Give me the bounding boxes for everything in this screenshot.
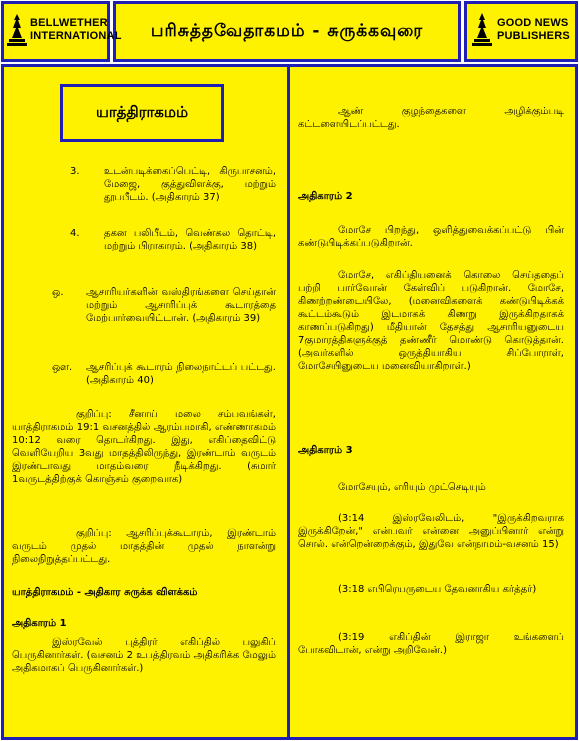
chapter-paragraph: (3:14 இஸ்ரவேலிடம், "இருக்கிறவராக இருக்கிறேன்," என்பவர் என்னை அனுப்பினார் என்று சொல். என்றென்றைக்கும், இதுவே என்நாமம்-வசனம் 15) xyxy=(298,513,564,550)
list-number: 3. xyxy=(70,166,80,177)
chapter-paragraph: மோசே பிறந்து, ஒளித்துவைக்கப்பட்டு பின் கண்டுபிடிக்கப்படுகிறான். xyxy=(298,225,564,249)
logo-line-2: PUBLISHERS xyxy=(497,30,570,42)
logo-line-1: BELLWETHER xyxy=(30,17,108,29)
chapter-paragraph: மோசேயும், எரியும் முட்செடியும் xyxy=(338,482,486,493)
chapter-paragraph: ஆண் குழந்தைகளை அழிக்கும்படி கட்டளையிடப்பட்டது. xyxy=(298,106,564,130)
chapter-paragraph: இஸ்ரவேல் புத்திரர் எகிப்தில் பலுகிப் பெருகினார்கள். (வசனம் 2 உபத்திரவம் அதிகரிக்க மேலும் அதிகமாகப் பெருகினார்கள்.) xyxy=(12,637,276,674)
logo-line-2: INTERNATIONAL xyxy=(30,30,122,42)
list-number: ஔ. xyxy=(52,362,73,373)
bellwether-logo xyxy=(6,12,122,48)
good-news-logo-icon xyxy=(470,12,494,48)
section-heading: யாத்திராகமம் - அதிகார சுருக்க விளக்கம் xyxy=(12,587,198,598)
book-title-box xyxy=(60,84,224,142)
chapter-paragraph: (3:19 எகிப்தின் இராஜா உங்களைப் போகவிடான், என்று அறிவேன்.) xyxy=(298,632,564,656)
list-item: உடன்படிக்கைப்பெட்டி, கிருபாசனம், மேஜை, குத்துவிளக்கு, மற்றும் தூபபீடம். (அதிகாரம் 37) xyxy=(104,166,276,203)
chapter-paragraph: மோசே, எகிப்தியனைக் கொலை செய்ததைப் பற்றி பார்வோன் கேள்விப் படுகிறான். மோசே, கிணற்றண்டையிலே, (மனைவிகளைக் கண்டுபிடிக்கக் கூட்டம்கூடும் இடமாகக் கிணறு இருக்கிறதாகக் காணப்படுகிறது) மீதியான் தேசத்து ஆசாரியனுடைய 7குமாரத்திகளுக்குத் தண்ணீர் மொண்டு கொடுத்தான். (அவர்களில் ஒருத்தியாகிய சிப்போராள், மோசேயினுடைய மனைவியாகிறாள்.) xyxy=(298,270,564,372)
list-number: ஒ. xyxy=(52,287,64,298)
column-divider xyxy=(287,64,290,740)
list-item: ஆசாரியர்களின் வஸ்திரங்களை செய்தான் மற்றும் ஆசாரிப்புக் கூடாரத்தை மேற்பார்வையிட்டான். (அதிகாரம் 39) xyxy=(86,287,276,324)
chapter-heading: அதிகாரம் 1 xyxy=(12,618,67,629)
list-item: ஆசரிப்புக் கூடாரம் நிலைநாட்டப் பட்டது. (அதிகாரம் 40) xyxy=(86,362,276,386)
chapter-heading: அதிகாரம் 3 xyxy=(298,445,353,456)
note-paragraph: குறிப்பு: ஆசரிப்புக்கூடாரம், இரண்டாம் வருடம் முதல் மாதத்தின் முதல் நாளன்று நிலைநிறுத்தப்பட்டது. xyxy=(12,528,276,565)
list-number: 4. xyxy=(70,228,80,239)
list-item: தகன பலிபீடம், வெண்கல தொட்டி, மற்றும் பிராகாரம். (அதிகாரம் 38) xyxy=(104,228,276,252)
note-paragraph: குறிப்பு: சீனாய் மலை சம்பவங்கள், யாத்திராகமம் 19:1 வசனத்தில் ஆரம்பமாகி, எண்ணாகமம் 10:12 வரை தொடர்கிறது. இது, எகிப்தைவிட்டு வெளியேறிய 3வது மாதத்திலிருந்து, இரண்டாம் வருடம் இரண்டாவது மாதம்வரை நீடிக்கிறது. (சுமார் 1வருடத்திற்குக் கொஞ்சம் குறைவாக) xyxy=(12,409,276,485)
book-title: யாத்திராகமம் xyxy=(95,103,189,121)
good-news-logo xyxy=(470,12,570,48)
bellwether-logo-icon xyxy=(6,12,28,48)
chapter-paragraph: (3:18 எபிரெயருடைய தேவனாகிய கர்த்தர்) xyxy=(338,584,537,595)
page-title: பரிசுத்தவேதாகமம் - சுருக்கவுரை xyxy=(150,20,424,41)
chapter-heading: அதிகாரம் 2 xyxy=(298,191,353,202)
logo-line-1: GOOD NEWS xyxy=(497,17,569,29)
